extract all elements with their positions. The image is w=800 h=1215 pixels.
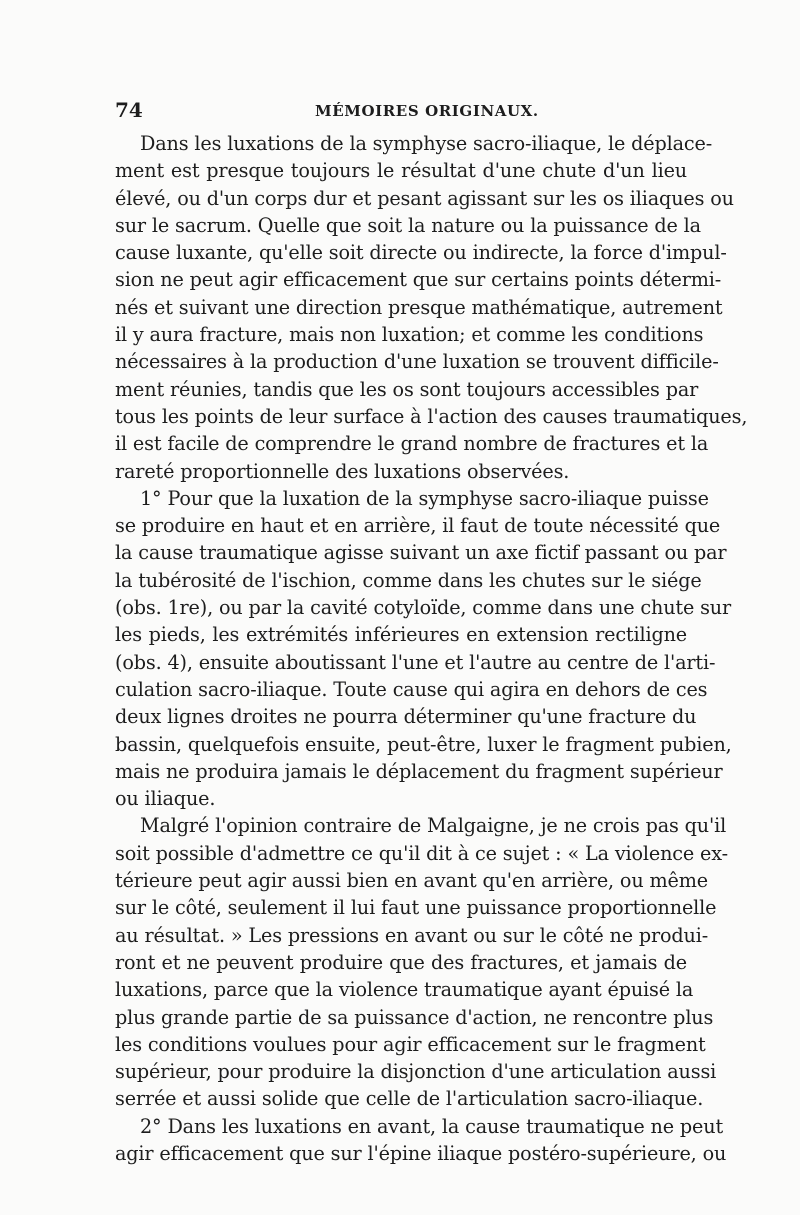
text-line: sur le côté, seulement il lui faut une puissance proportionnelle — [115, 896, 717, 920]
text-line: supérieur, pour produire la disjonction d'une articulation aussi — [115, 1060, 717, 1084]
text-line: il est facile de comprendre le grand nombre de fractures et la — [115, 432, 709, 456]
text-line: plus grande partie de sa puissance d'action, ne rencontre plus — [115, 1005, 714, 1029]
text-line: Malgré l'opinion contraire de Malgaigne, je ne crois pas qu'il — [140, 814, 727, 838]
text-line: la cause traumatique agisse suivant un axe fictif passant ou par — [115, 541, 727, 565]
body-text — [115, 130, 748, 1167]
text-line: tous les points de leur surface à l'action des causes traumatiques, — [115, 404, 748, 428]
text-line: ment réunies, tandis que les os sont toujours accessibles par — [115, 377, 699, 401]
text-line: térieure peut agir aussi bien en avant qu'en arrière, ou même — [115, 869, 708, 893]
text-line: ront et ne peuvent produire que des fractures, et jamais de — [115, 950, 687, 974]
text-line: rareté proportionnelle des luxations observées. — [115, 459, 570, 483]
text-line: sion ne peut agir efficacement que sur certains points détermi- — [115, 268, 722, 292]
text-line: se produire en haut et en arrière, il faut de toute nécessité que — [115, 514, 721, 538]
text-line: ou iliaque. — [115, 787, 216, 811]
text-line: les pieds, les extrémités inférieures en extension rectiligne — [115, 623, 687, 647]
text-line: serrée et aussi solide que celle de l'articulation sacro-iliaque. — [115, 1087, 704, 1111]
text-line: soit possible d'admettre ce qu'il dit à ce sujet : « La violence ex- — [115, 841, 728, 865]
text-line: sur le sacrum. Quelle que soit la nature ou la puissance de la — [115, 213, 701, 237]
text-line: 2° Dans les luxations en avant, la cause traumatique ne peut — [140, 1114, 724, 1138]
text-line: les conditions voulues pour agir efficacement sur le fragment — [115, 1032, 706, 1056]
page-header — [115, 98, 685, 128]
running-head: MÉMOIRES ORIGINAUX. — [315, 102, 539, 120]
text-line: 1° Pour que la luxation de la symphyse sacro-iliaque puisse — [140, 486, 709, 510]
text-line: élevé, ou d'un corps dur et pesant agissant sur les os iliaques ou — [115, 186, 734, 210]
text-line: culation sacro-iliaque. Toute cause qui agira en dehors de ces — [115, 677, 708, 701]
text-line: Dans les luxations de la symphyse sacro-iliaque, le déplace- — [140, 132, 713, 155]
page-number: 74 — [115, 98, 143, 122]
text-line: il y aura fracture, mais non luxation; et comme les conditions — [115, 323, 704, 347]
text-line: au résultat. » Les pressions en avant ou sur le côté ne produi- — [115, 923, 709, 947]
text-line: mais ne produira jamais le déplacement du fragment supérieur — [115, 759, 723, 783]
text-line: bassin, quelquefois ensuite, peut-être, luxer le fragment pubien, — [115, 732, 732, 756]
text-line: (obs. 1re), ou par la cavité cotyloïde, comme dans une chute sur — [115, 596, 732, 620]
text-line: cause luxante, qu'elle soit directe ou indirecte, la force d'impul- — [115, 241, 727, 265]
text-line: (obs. 4), ensuite aboutissant l'une et l'autre au centre de l'arti- — [115, 650, 716, 674]
text-line: nés et suivant une direction presque mathématique, autrement — [115, 295, 723, 319]
text-line: nécessaires à la production d'une luxation se trouvent difficile- — [115, 350, 719, 374]
text-line: agir efficacement que sur l'épine iliaque postéro-supérieure, ou — [115, 1141, 727, 1165]
text-line: luxations, parce que la violence traumatique ayant épuisé la — [115, 978, 694, 1002]
text-line: la tubérosité de l'ischion, comme dans les chutes sur le siége — [115, 568, 702, 592]
text-line: deux lignes droites ne pourra déterminer qu'une fracture du — [115, 705, 697, 729]
text-line: ment est presque toujours le résultat d'une chute d'un lieu — [115, 159, 687, 183]
